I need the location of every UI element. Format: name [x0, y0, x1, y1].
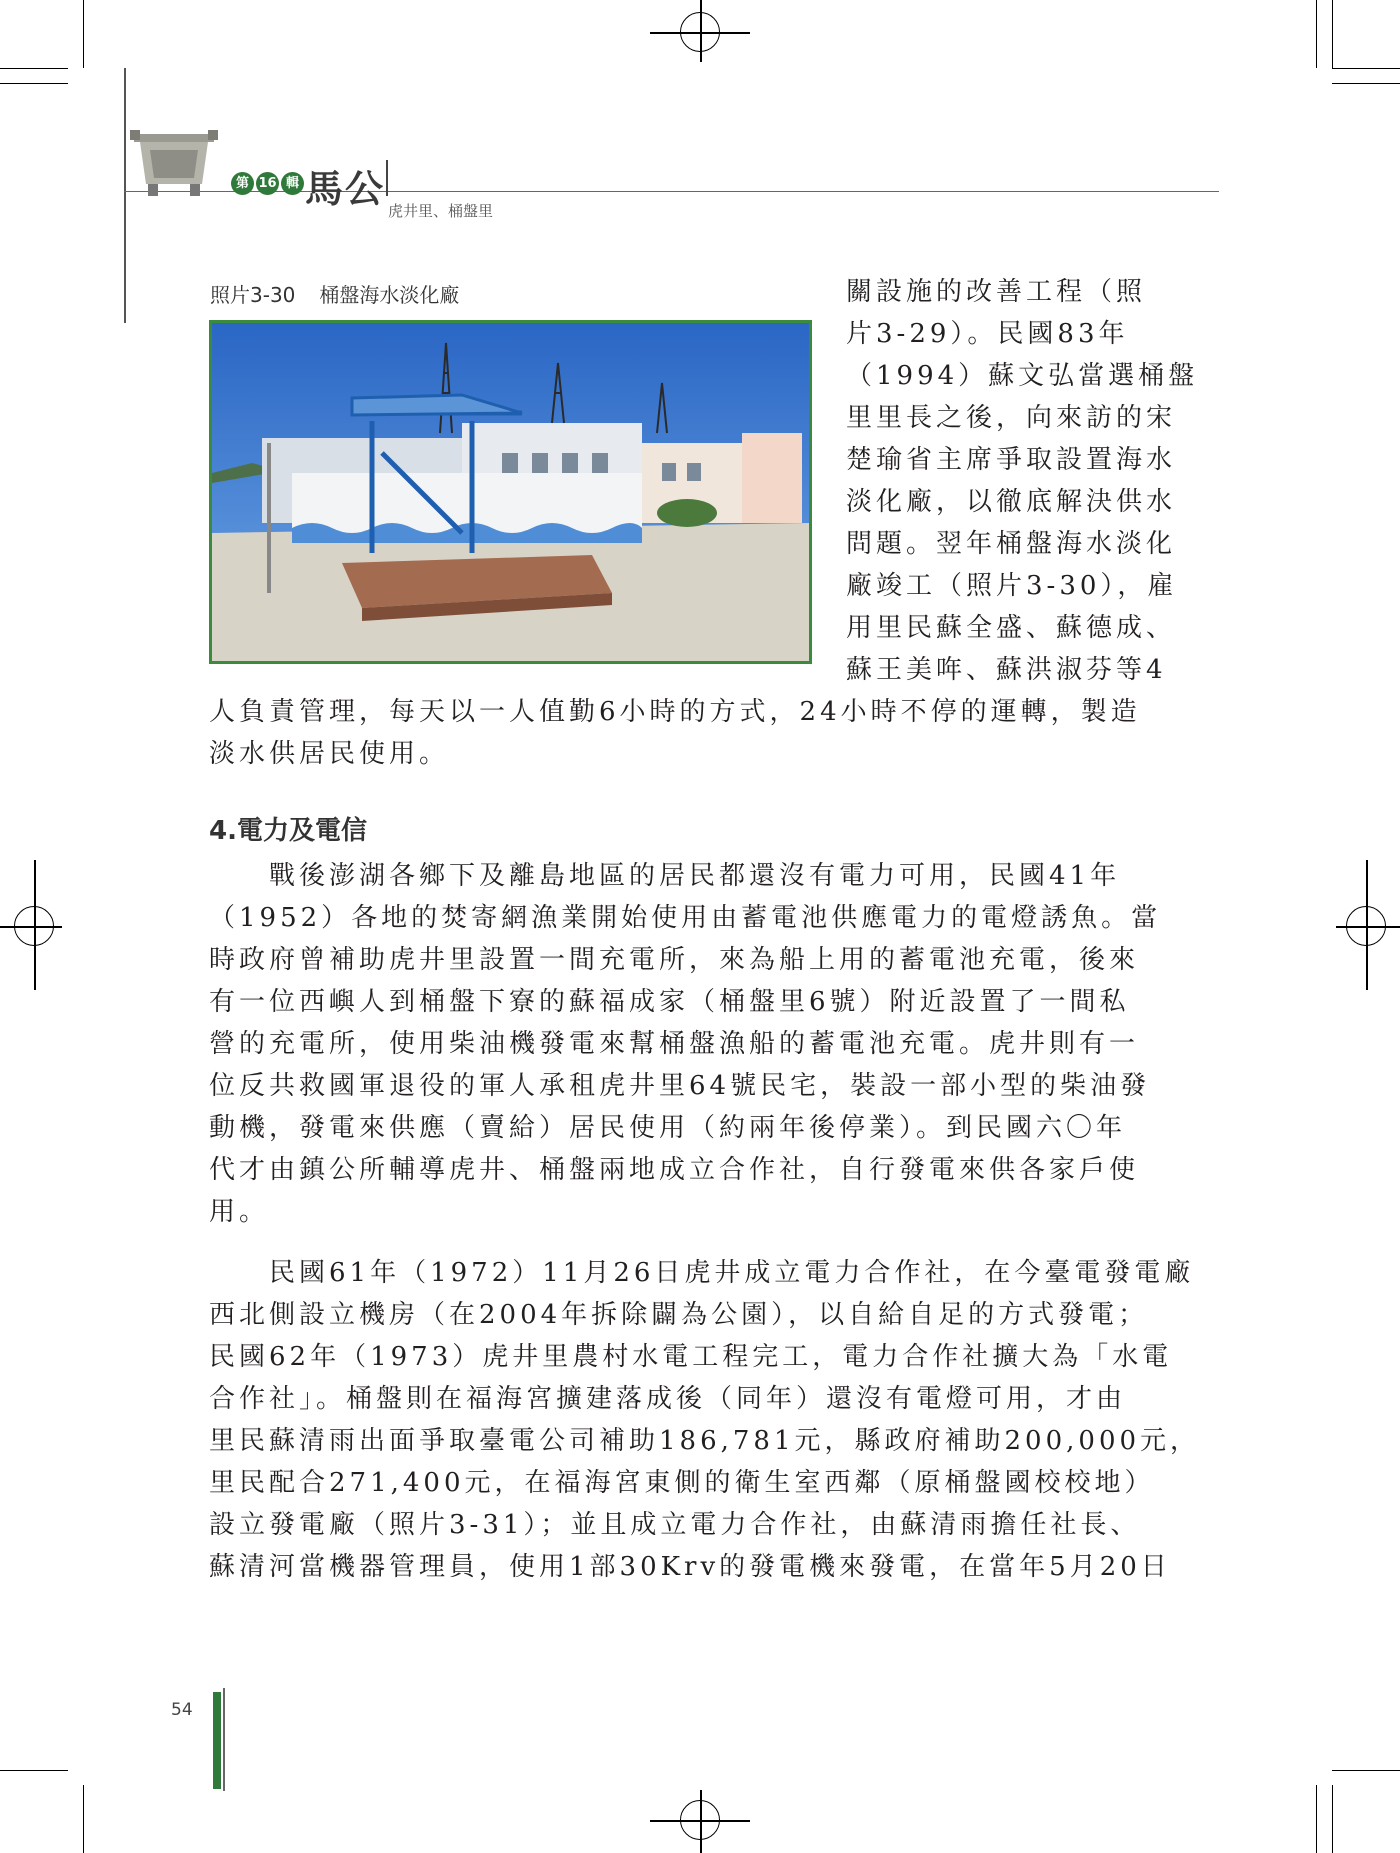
side-line: 用里民蘇全盛、蘇德成、 — [846, 613, 1177, 643]
side-line: 淡化廠，以徹底解決供水 — [846, 487, 1177, 517]
body-line: 營的充電所，使用柴油機發電來幫桶盤漁船的蓄電池充電。虎井則有一 — [209, 1029, 1140, 1059]
body-line: 西北側設立機房（在2004年拆除闢為公園），以自給自足的方式發電； — [209, 1300, 1149, 1330]
title-divider — [386, 160, 388, 196]
body-line: 淡水供居民使用。 — [209, 739, 450, 769]
side-line: 問題。翌年桶盤海水淡化 — [846, 529, 1177, 559]
page-number: 54 — [171, 1700, 193, 1720]
body-line: 民國62年（1973）虎井里農村水電工程完工，電力合作社擴大為「水電 — [209, 1342, 1173, 1372]
body-line: 戰後澎湖各鄉下及離島地區的居民都還沒有電力可用，民國41年 — [209, 861, 1121, 891]
body-line: 有一位西嶼人到桶盤下寮的蘇福成家（桶盤里6號）附近設置了一間私 — [209, 987, 1130, 1017]
body-line: 動機，發電來供應（賣給）居民使用（約兩年後停業）。到民國六〇年 — [209, 1113, 1127, 1143]
body-line: （1952）各地的焚寄網漁業開始使用由蓄電池供應電力的電燈誘魚。當 — [209, 903, 1162, 933]
body-line: 蘇清河當機器管理員，使用1部30Krv的發電機來發電，在當年5月20日 — [209, 1552, 1171, 1582]
body-line: 設立發電廠（照片3-31）；並且成立電力合作社，由蘇清雨擔任社長、 — [209, 1510, 1141, 1540]
side-line: 關設施的改善工程（照 — [846, 277, 1147, 307]
stone-basin-icon — [128, 128, 220, 200]
caption-text: 桶盤海水淡化廠 — [319, 283, 460, 307]
section-heading: 4.電力及電信 — [209, 816, 367, 846]
side-line: 楚瑜省主席爭取設置海水 — [846, 445, 1177, 475]
body-line: 時政府曾補助虎井里設置一間充電所，來為船上用的蓄電池充電，後來 — [209, 945, 1140, 975]
chapter-number-badge: 16 — [256, 172, 279, 195]
caption-label: 照片3-30 — [210, 283, 296, 307]
side-line: 廠竣工（照片3-30），雇 — [846, 571, 1178, 601]
desalination-plant-photo — [209, 320, 812, 664]
body-line: 里民蘇清雨出面爭取臺電公司補助186,781元，縣政府補助200,000元， — [209, 1426, 1201, 1456]
body-line: 民國61年（1972）11月26日虎井成立電力合作社，在今臺電發電廠 — [209, 1258, 1195, 1288]
header-vertical-rule — [124, 68, 126, 323]
body-line: 人負責管理，每天以一人值勤6小時的方式，24小時不停的運轉，製造 — [209, 697, 1141, 727]
figure-caption — [210, 279, 483, 308]
header-subtitle: 虎井里、桶盤里 — [388, 202, 494, 220]
photo-illustration — [212, 323, 809, 661]
body-line: 里民配合271,400元，在福海宮東側的衛生室西鄰（原桶盤國校校地） — [209, 1468, 1155, 1498]
side-line: （1994）蘇文弘當選桶盤 — [846, 361, 1199, 391]
side-line: 片3-29）。民國83年 — [846, 319, 1129, 349]
body-line: 用。 — [209, 1197, 270, 1227]
body-line: 合作社」。桶盤則在福海宮擴建落成後（同年）還沒有電燈可用，才由 — [209, 1384, 1127, 1414]
side-line: 里里長之後，向來訪的宋 — [846, 403, 1177, 433]
body-line: 代才由鎮公所輔導虎井、桶盤兩地成立合作社，自行發電來供各家戶使 — [209, 1155, 1140, 1185]
book-title: 馬公 — [305, 166, 386, 211]
body-line: 位反共救國軍退役的軍人承租虎井里64號民宅，裝設一部小型的柴油發 — [209, 1071, 1151, 1101]
chapter-suffix-badge: 輯 — [281, 172, 304, 195]
chapter-prefix-badge: 第 — [231, 172, 254, 195]
footer-accent-edge — [223, 1688, 225, 1791]
side-line: 蘇王美哖、蘇洪淑芬等4 — [846, 655, 1167, 685]
footer-accent-bar — [213, 1692, 221, 1789]
